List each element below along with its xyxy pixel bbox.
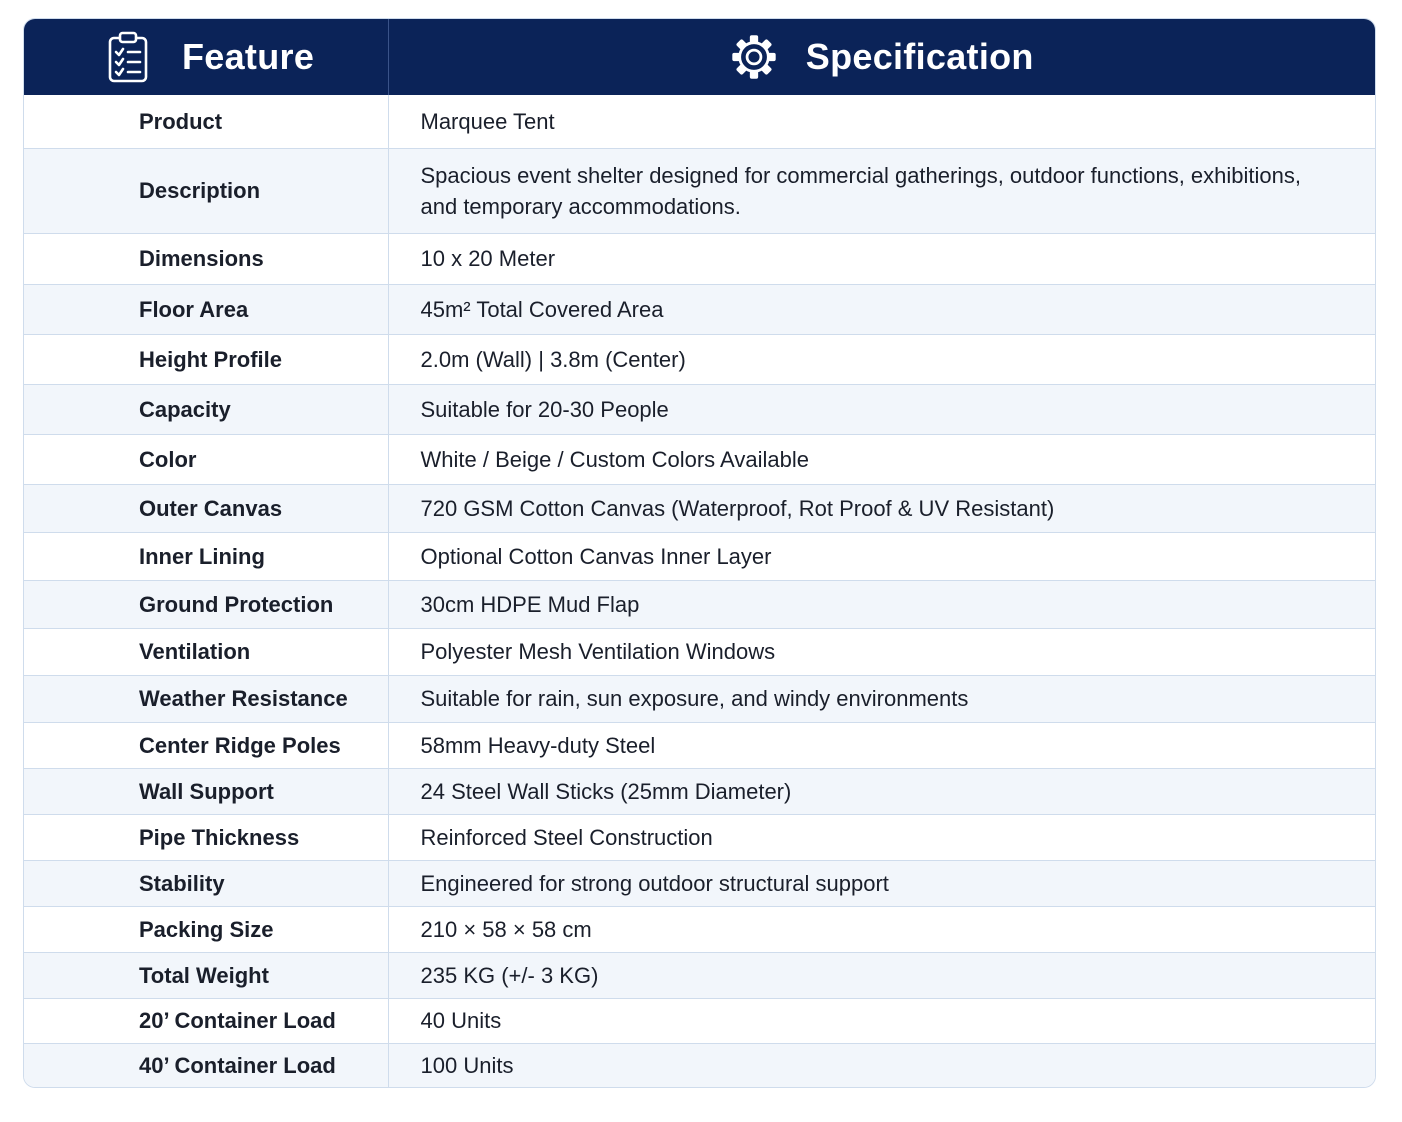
specification-cell: Marquee Tent xyxy=(388,95,1375,148)
specification-cell: 2.0m (Wall) | 3.8m (Center) xyxy=(388,334,1375,384)
specification-cell: 210 × 58 × 58 cm xyxy=(388,906,1375,952)
feature-cell: Inner Lining xyxy=(24,532,388,580)
table-row xyxy=(24,484,1375,532)
feature-cell: Floor Area xyxy=(24,284,388,334)
table-row xyxy=(24,580,1375,628)
feature-cell: Stability xyxy=(24,860,388,906)
feature-cell: Total Weight xyxy=(24,952,388,998)
specification-cell: 10 x 20 Meter xyxy=(388,233,1375,284)
table-row xyxy=(24,434,1375,484)
table-row xyxy=(24,1043,1375,1088)
specification-cell: Polyester Mesh Ventilation Windows xyxy=(388,628,1375,675)
specification-cell: Optional Cotton Canvas Inner Layer xyxy=(388,532,1375,580)
table-row xyxy=(24,148,1375,233)
specification-cell: 58mm Heavy-duty Steel xyxy=(388,722,1375,768)
specification-cell: Engineered for strong outdoor structural support xyxy=(388,860,1375,906)
feature-cell: Ground Protection xyxy=(24,580,388,628)
feature-cell: Weather Resistance xyxy=(24,675,388,722)
feature-cell: Packing Size xyxy=(24,906,388,952)
header-feature xyxy=(24,19,388,95)
feature-cell: Dimensions xyxy=(24,233,388,284)
specification-cell: Suitable for 20-30 People xyxy=(388,384,1375,434)
specification-cell: Suitable for rain, sun exposure, and windy environments xyxy=(388,675,1375,722)
feature-cell: 40’ Container Load xyxy=(24,1043,388,1088)
header-specification xyxy=(388,19,1375,95)
specification-cell: 24 Steel Wall Sticks (25mm Diameter) xyxy=(388,768,1375,814)
gear-icon xyxy=(730,30,778,84)
feature-cell: 20’ Container Load xyxy=(24,998,388,1043)
table-row xyxy=(24,768,1375,814)
table-body xyxy=(24,95,1375,1088)
feature-cell: Description xyxy=(24,148,388,233)
table-row xyxy=(24,860,1375,906)
table-row xyxy=(24,384,1375,434)
feature-cell: Height Profile xyxy=(24,334,388,384)
table-row xyxy=(24,722,1375,768)
table-row xyxy=(24,532,1375,580)
specification-cell: Reinforced Steel Construction xyxy=(388,814,1375,860)
spec-table-card xyxy=(23,18,1376,1088)
specification-cell: 235 KG (+/- 3 KG) xyxy=(388,952,1375,998)
feature-cell: Pipe Thickness xyxy=(24,814,388,860)
table-row xyxy=(24,814,1375,860)
table-row xyxy=(24,284,1375,334)
table-row xyxy=(24,906,1375,952)
specification-cell: 30cm HDPE Mud Flap xyxy=(388,580,1375,628)
feature-cell: Product xyxy=(24,95,388,148)
table-row xyxy=(24,952,1375,998)
table-row xyxy=(24,998,1375,1043)
table-row xyxy=(24,233,1375,284)
table-row xyxy=(24,334,1375,384)
table-header-row xyxy=(24,19,1375,95)
feature-cell: Wall Support xyxy=(24,768,388,814)
feature-cell: Color xyxy=(24,434,388,484)
specification-cell: 100 Units xyxy=(388,1043,1375,1088)
feature-cell: Center Ridge Poles xyxy=(24,722,388,768)
specification-cell: White / Beige / Custom Colors Available xyxy=(388,434,1375,484)
specification-cell: 40 Units xyxy=(388,998,1375,1043)
specification-cell: Spacious event shelter designed for commercial gatherings, outdoor functions, exhibitions, and temporary accommodations. xyxy=(388,148,1375,233)
feature-cell: Ventilation xyxy=(24,628,388,675)
table-row xyxy=(24,628,1375,675)
specification-table xyxy=(24,19,1375,1088)
header-feature-label: Feature xyxy=(182,36,315,77)
table-row xyxy=(24,95,1375,148)
specification-cell: 45m² Total Covered Area xyxy=(388,284,1375,334)
specification-cell: 720 GSM Cotton Canvas (Waterproof, Rot Proof & UV Resistant) xyxy=(388,484,1375,532)
feature-cell: Outer Canvas xyxy=(24,484,388,532)
clipboard-checklist-icon xyxy=(104,30,152,84)
table-row xyxy=(24,675,1375,722)
header-specification-label: Specification xyxy=(805,36,1034,77)
feature-cell: Capacity xyxy=(24,384,388,434)
